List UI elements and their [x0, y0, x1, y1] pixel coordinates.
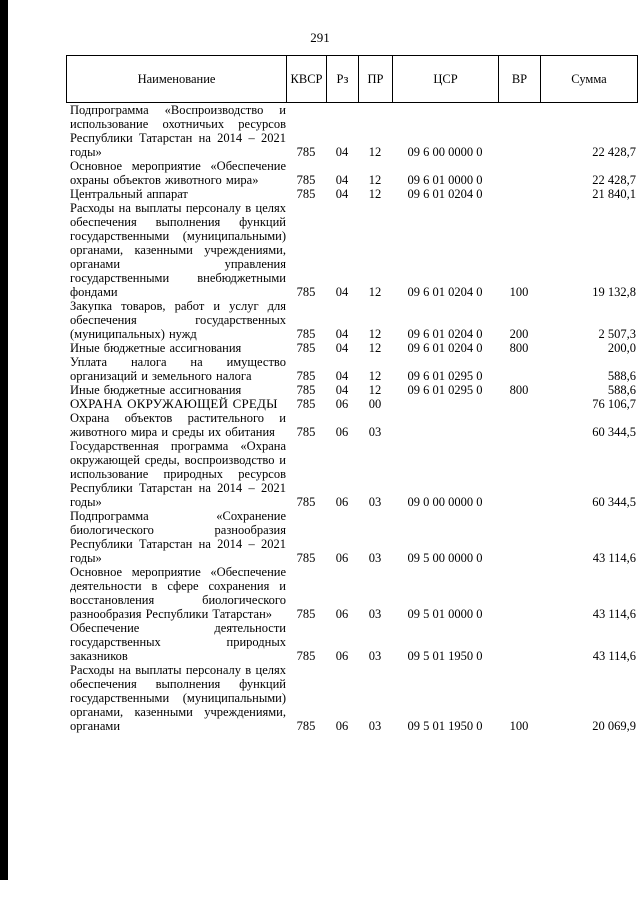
row-vr: 100 — [509, 719, 529, 733]
table-row — [66, 439, 638, 509]
table-row — [66, 341, 638, 355]
row-sum: 22 428,7 — [592, 145, 636, 159]
row-rz: 06 — [335, 551, 349, 565]
row-pr: 03 — [368, 425, 382, 439]
row-name: Подпрограмма «Сохранение биологического разнообразия Республики Татарстан на 2014 – 2021 годы» — [70, 509, 286, 565]
row-pr: 12 — [368, 285, 382, 299]
row-rz: 04 — [335, 383, 349, 397]
header-name: Наименование — [67, 56, 287, 102]
row-sum: 76 106,7 — [592, 397, 636, 411]
row-name: Государственная программа «Охрана окружающей среды, воспроизводство и использование природных ресурсов Республики Татарстан на 2014 – 2021 годы» — [70, 439, 286, 509]
row-csr: 09 5 01 1950 0 — [407, 649, 483, 663]
row-sum: 2 507,3 — [598, 327, 636, 341]
row-kvsr: 785 — [296, 173, 316, 187]
row-name: Основное мероприятие «Обеспечение охраны объектов животного мира» — [70, 159, 286, 187]
header-vr: ВР — [499, 56, 541, 102]
row-name: Уплата налога на имущество организаций и земельного налога — [70, 355, 286, 383]
row-sum: 43 114,6 — [592, 551, 636, 565]
row-csr: 09 5 01 0000 0 — [407, 607, 483, 621]
row-name: Основное мероприятие «Обеспечение деятельности в сфере сохранения и восстановления биологического разнообразия Республики Татарстан» — [70, 565, 286, 621]
row-pr: 12 — [368, 187, 382, 201]
row-kvsr: 785 — [296, 649, 316, 663]
row-sum: 19 132,8 — [592, 285, 636, 299]
row-rz: 06 — [335, 397, 349, 411]
page-bottom-margin — [0, 880, 640, 905]
row-pr: 00 — [368, 397, 382, 411]
row-pr: 12 — [368, 327, 382, 341]
row-csr: 09 0 00 0000 0 — [407, 495, 483, 509]
table-row — [66, 411, 638, 439]
row-sum: 200,0 — [607, 341, 636, 355]
row-csr: 09 6 01 0000 0 — [407, 173, 483, 187]
scan-edge — [0, 0, 8, 880]
row-sum: 60 344,5 — [592, 425, 636, 439]
header-rz: Рз — [327, 56, 359, 102]
row-kvsr: 785 — [296, 383, 316, 397]
row-csr: 09 6 01 0204 0 — [407, 341, 483, 355]
row-rz: 06 — [335, 607, 349, 621]
row-name: Центральный аппарат — [70, 187, 188, 201]
table-header — [66, 55, 638, 103]
row-csr: 09 6 01 0204 0 — [407, 285, 483, 299]
row-rz: 04 — [335, 285, 349, 299]
row-pr: 12 — [368, 173, 382, 187]
row-sum: 21 840,1 — [592, 187, 636, 201]
row-csr: 09 6 01 0295 0 — [407, 369, 483, 383]
row-kvsr: 785 — [296, 425, 316, 439]
row-vr: 200 — [509, 327, 529, 341]
row-name: Иные бюджетные ассигнования — [70, 341, 242, 355]
table-row — [66, 299, 638, 341]
row-sum: 60 344,5 — [592, 495, 636, 509]
row-rz: 04 — [335, 173, 349, 187]
row-name: Расходы на выплаты персоналу в целях обеспечения выполнения функций государственными (муниципальными) органами, казенными учреждениями, органами управления государственными внебюджетными фондами — [70, 201, 286, 299]
row-pr: 03 — [368, 719, 382, 733]
row-pr: 03 — [368, 495, 382, 509]
row-kvsr: 785 — [296, 397, 316, 411]
row-csr: 09 6 01 0204 0 — [407, 327, 483, 341]
row-vr: 100 — [509, 285, 529, 299]
row-rz: 06 — [335, 495, 349, 509]
row-name: Расходы на выплаты персоналу в целях обеспечения выполнения функций государственными (муниципальными) органами, казенными учреждениями, органами — [70, 663, 286, 733]
table-row — [66, 187, 638, 201]
header-pr: ПР — [359, 56, 393, 102]
row-kvsr: 785 — [296, 327, 316, 341]
row-name: Закупка товаров, работ и услуг для обеспечения государственных (муниципальных) нужд — [70, 299, 286, 341]
row-sum: 588,6 — [607, 383, 636, 397]
row-pr: 03 — [368, 649, 382, 663]
row-pr: 12 — [368, 369, 382, 383]
header-csr: ЦСР — [393, 56, 499, 102]
row-name: Охрана объектов растительного и животного мира и среды их обитания — [70, 411, 286, 439]
row-sum: 22 428,7 — [592, 173, 636, 187]
table-row — [66, 397, 638, 411]
row-pr: 12 — [368, 341, 382, 355]
row-csr: 09 6 01 0295 0 — [407, 383, 483, 397]
row-kvsr: 785 — [296, 285, 316, 299]
table-body — [66, 103, 638, 733]
row-pr: 12 — [368, 383, 382, 397]
table-row — [66, 663, 638, 733]
row-csr: 09 5 00 0000 0 — [407, 551, 483, 565]
row-kvsr: 785 — [296, 187, 316, 201]
page-number: 291 — [310, 30, 330, 45]
table-row — [66, 565, 638, 621]
row-csr: 09 6 01 0204 0 — [407, 187, 483, 201]
row-kvsr: 785 — [296, 551, 316, 565]
row-rz: 06 — [335, 425, 349, 439]
row-rz: 04 — [335, 145, 349, 159]
row-csr: 09 5 01 1950 0 — [407, 719, 483, 733]
row-kvsr: 785 — [296, 607, 316, 621]
row-rz: 06 — [335, 719, 349, 733]
row-sum: 43 114,6 — [592, 649, 636, 663]
row-rz: 04 — [335, 187, 349, 201]
row-pr: 12 — [368, 145, 382, 159]
row-vr: 800 — [509, 383, 529, 397]
row-name: Обеспечение деятельности государственных природных заказников — [70, 621, 286, 663]
row-rz: 06 — [335, 649, 349, 663]
table-row — [66, 159, 638, 187]
row-kvsr: 785 — [296, 369, 316, 383]
row-kvsr: 785 — [296, 341, 316, 355]
row-rz: 04 — [335, 369, 349, 383]
table-row — [66, 355, 638, 383]
row-vr: 800 — [509, 341, 529, 355]
row-sum: 20 069,9 — [592, 719, 636, 733]
row-name: Иные бюджетные ассигнования — [70, 383, 242, 397]
row-csr: 09 6 00 0000 0 — [407, 145, 483, 159]
row-kvsr: 785 — [296, 719, 316, 733]
row-pr: 03 — [368, 551, 382, 565]
table-row — [66, 103, 638, 159]
header-kvsr: КВСР — [287, 56, 327, 102]
row-sum: 43 114,6 — [592, 607, 636, 621]
row-rz: 04 — [335, 341, 349, 355]
table-row — [66, 509, 638, 565]
row-pr: 03 — [368, 607, 382, 621]
header-sum: Сумма — [571, 72, 607, 86]
row-sum: 588,6 — [607, 369, 636, 383]
table-row — [66, 201, 638, 299]
table-row — [66, 383, 638, 397]
table-row — [66, 621, 638, 663]
row-rz: 04 — [335, 327, 349, 341]
row-kvsr: 785 — [296, 495, 316, 509]
row-name: ОХРАНА ОКРУЖАЮЩЕЙ СРЕДЫ — [70, 396, 278, 411]
row-kvsr: 785 — [296, 145, 316, 159]
row-name: Подпрограмма «Воспроизводство и использование охотничьих ресурсов Республики Татарстан на 2014 – 2021 годы» — [70, 103, 286, 159]
